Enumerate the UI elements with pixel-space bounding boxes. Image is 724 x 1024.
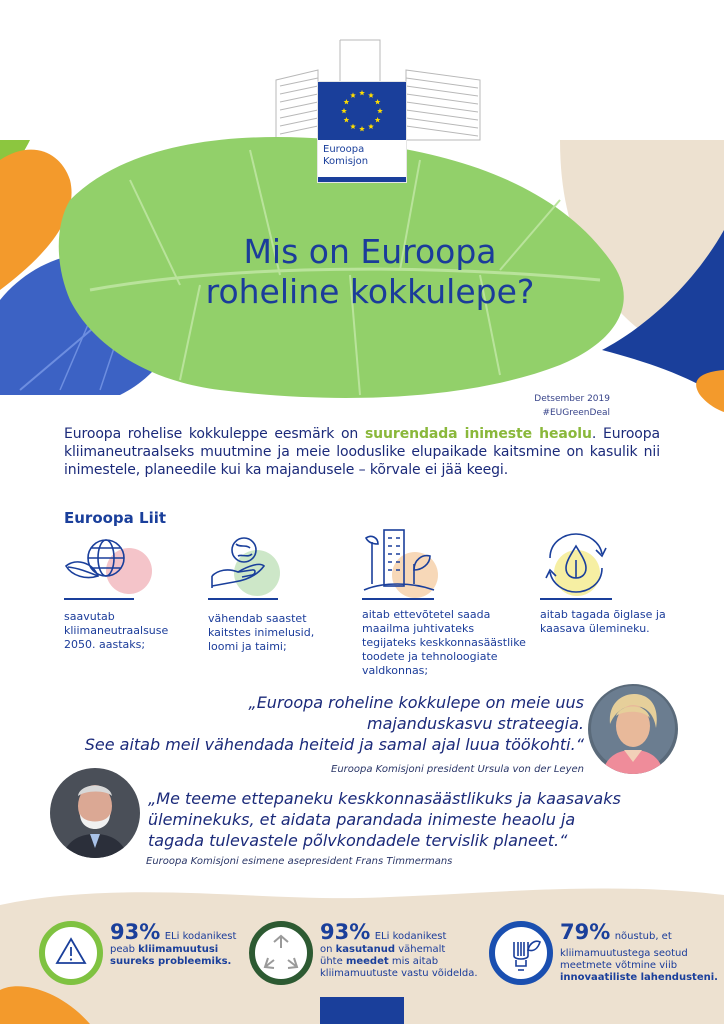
eu-star: [344, 117, 350, 122]
eu-star: [341, 108, 347, 113]
intro-highlight: suurendada inimeste heaolu: [364, 426, 592, 442]
eu-star: [359, 126, 365, 131]
eu-star: [368, 124, 374, 129]
quote-timmermans: „Me teeme ettepaneku keskkonnasäästlikuks ja kaasavaks üleminekuks, et aidata parandada inimeste heaolu ja tagada tulevastele põlvkondadele tervislik planeet.“: [148, 789, 621, 850]
page-title: [120, 232, 620, 312]
bulb-leaf-icon: [488, 920, 554, 986]
cycle-drop-icon: [540, 528, 630, 598]
globe-leaf-icon: [64, 536, 154, 598]
eu-star: [359, 90, 365, 95]
eu-stars-icon: [318, 82, 406, 140]
quote-von-der-leyen: „Euroopa roheline kokkulepe on meie uus majanduskasvu strateegia. See aitab meil vähendada heiteid ja samal ajal luua töökohti.“: [84, 693, 584, 754]
logo-line-1: Euroopa: [323, 144, 365, 155]
intro-paragraph: Euroopa rohelise kokkuleppe eesmärk on suurendada inimeste heaolu. Euroopa kliimaneutraalseks muutmine ja meie looduslike elupaikade kaitsmine on kasulik nii inimestele, planeedile kui ka majandusele – kõrvale ei jää keegi.: [64, 426, 661, 478]
hashtag-label: #EUGreenDeal: [542, 408, 610, 418]
eu-flag: [318, 82, 406, 140]
recycle-icon: [248, 920, 314, 986]
stat-1-percent: 93%: [110, 920, 161, 944]
eu-star: [375, 99, 381, 104]
logo-bar: [318, 177, 406, 182]
portrait-von-der-leyen: [588, 684, 678, 774]
building-plant-icon: [362, 528, 452, 598]
hand-globe-icon: [208, 536, 298, 598]
footer-tab: [320, 997, 404, 1024]
logo-line-2: Komisjon: [323, 156, 369, 167]
warning-icon: [38, 920, 104, 986]
eu-star: [377, 108, 383, 113]
portrait-timmermans: [50, 768, 140, 858]
title-line-2: roheline kokkulepe?: [205, 272, 535, 311]
quote-attribution-1: Euroopa Komisjoni president Ursula von der Leyen: [331, 764, 584, 775]
eu-star: [350, 124, 356, 129]
eu-star: [350, 92, 356, 97]
eu-star: [344, 99, 350, 104]
title-line-1: Mis on Euroopa: [243, 232, 497, 271]
stat-2-percent: 93%: [320, 920, 371, 944]
eu-star: [368, 92, 374, 97]
stat-3-percent: 79%: [560, 920, 611, 944]
european-commission-logo: [318, 82, 406, 182]
quote-attribution-2: Euroopa Komisjoni esimene asepresident Frans Timmermans: [146, 856, 453, 867]
date-label: Detsember 2019: [534, 394, 610, 404]
eu-star: [375, 117, 381, 122]
section-label: Euroopa Liit: [64, 509, 167, 527]
